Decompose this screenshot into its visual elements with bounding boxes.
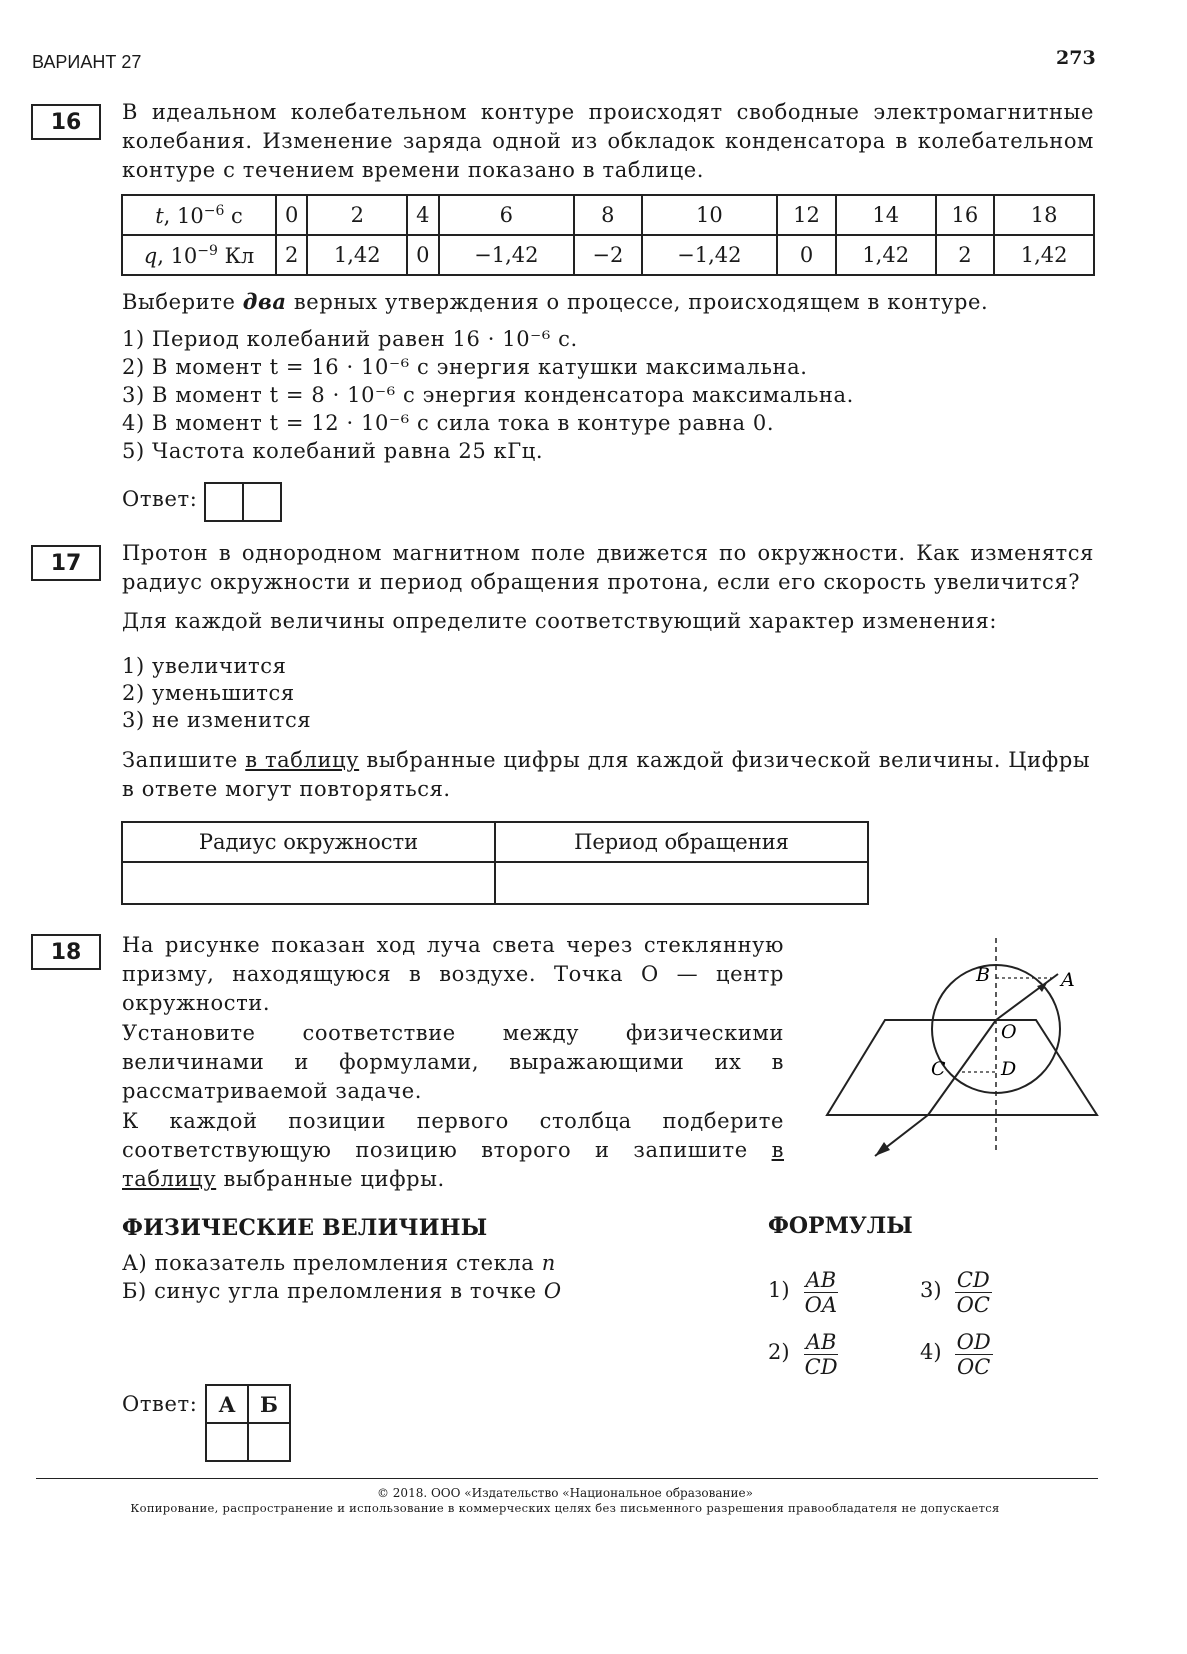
formula-2 (768, 1330, 840, 1379)
column-period: Период обращения (495, 822, 868, 862)
question-text-pre: Выберите (122, 290, 243, 314)
instr-pre: К каждой позиции первого столбца подберите соответствующую позицию второго и запишите (122, 1109, 784, 1162)
option-item: 4) В момент t = 12 · 10⁻⁶ с сила тока в контуре равна 0. (122, 411, 775, 435)
denominator: CD (804, 1355, 838, 1379)
option-item: 3) не изменится (122, 708, 312, 732)
t-cell: 10 (642, 195, 778, 235)
fraction (955, 1268, 992, 1317)
item-text: синус угла преломления в точке (154, 1279, 537, 1303)
t-cell: 16 (936, 195, 995, 235)
task-18-instruction (122, 1107, 784, 1194)
write-link: в таблицу (245, 748, 360, 772)
t-cell: 18 (994, 195, 1094, 235)
option-item: 1) увеличится (122, 654, 287, 678)
footer-copyright: © 2018. ООО «Издательство «Национальное образование» (376, 1486, 753, 1500)
column-radius: Радиус окружности (122, 822, 495, 862)
task-17-answer-table (121, 821, 869, 905)
task-16-answer-label: Ответ: (122, 487, 198, 511)
q-cell: 1,42 (836, 235, 936, 275)
task-16-question (122, 287, 1094, 317)
fraction (803, 1330, 840, 1379)
instr-link: в таблицу (122, 1138, 784, 1191)
item-letter: Б) (122, 1279, 147, 1303)
label-c: C (931, 1058, 946, 1080)
task-17-write-instruction (122, 746, 1094, 804)
task-16-table (121, 194, 1095, 276)
task-18-answer-box[interactable] (205, 1384, 291, 1462)
task-18-number: 18 (31, 934, 101, 970)
t-cell: 0 (276, 195, 307, 235)
variant-label: ВАРИАНТ 27 (32, 52, 142, 72)
formula-number: 1) (768, 1278, 790, 1302)
left-item-a (122, 1249, 562, 1277)
task-16-number: 16 (31, 104, 101, 140)
footer-divider (36, 1478, 1098, 1479)
task-18-intro: На рисунке показан ход луча света через стеклянную призму, находящуюся в воздухе. Точка O — центр окружности. (122, 933, 784, 1015)
answer-cell-period[interactable] (495, 862, 868, 904)
t-cell: 2 (307, 195, 407, 235)
q-cell: 1,42 (994, 235, 1094, 275)
q-cell: 2 (936, 235, 995, 275)
q-cell: 1,42 (307, 235, 407, 275)
formula-1 (768, 1268, 839, 1317)
option-item: 5) Частота колебаний равна 25 кГц. (122, 439, 544, 463)
incident-ray (996, 974, 1058, 1020)
fraction (955, 1330, 993, 1379)
item-symbol: O (543, 1279, 562, 1303)
answer-col-b: Б (248, 1385, 290, 1423)
right-column-header: ФОРМУЛЫ (768, 1213, 913, 1239)
answer-col-a: А (206, 1385, 248, 1423)
table-row-time (122, 195, 1094, 235)
task-18-answer-label: Ответ: (122, 1392, 198, 1416)
left-column-items (122, 1249, 562, 1305)
label-o: O (1001, 1021, 1017, 1043)
q-cell: 0 (407, 235, 438, 275)
numerator: AB (805, 1268, 837, 1292)
row-t-label: t, $10^{-6}$ с (122, 195, 276, 235)
task-17-number: 17 (31, 545, 101, 581)
t-cell: 12 (777, 195, 836, 235)
label-b: B (976, 964, 990, 986)
question-text-post: верных утверждения о процессе, происходящем в контуре. (286, 290, 989, 314)
task-16-answer-box[interactable] (204, 482, 282, 522)
page-number: 273 (1056, 47, 1096, 69)
q-cell: 2 (276, 235, 307, 275)
numerator: CD (956, 1268, 990, 1292)
task-17-instruction: Для каждой величины определите соответствующий характер изменения: (122, 609, 998, 633)
answer-cell-radius[interactable] (122, 862, 495, 904)
numerator: OD (956, 1330, 991, 1354)
option-item: 2) уменьшится (122, 681, 295, 705)
label-a: A (1061, 969, 1075, 991)
formula-number: 2) (768, 1340, 790, 1364)
task-17-intro: Протон в однородном магнитном поле движется по окружности. Как изменятся радиус окружности и период обращения протона, если его скорость увеличится? (122, 541, 1094, 594)
option-item: 3) В момент t = 8 · 10⁻⁶ с энергия конденсатора максимальна. (122, 383, 854, 407)
answer-cell-a[interactable] (206, 1423, 248, 1461)
denominator: OC (956, 1293, 990, 1317)
q-cell: 0 (777, 235, 836, 275)
question-bold-word: два (242, 289, 287, 314)
task-18-match-text: Установите соответствие между физическими величинами и формулами, выражающими их в рассматриваемой задаче. (122, 1021, 784, 1103)
option-item: 1) Период колебаний равен 16 · 10⁻⁶ с. (122, 327, 578, 351)
denominator: OA (804, 1293, 838, 1317)
numerator: AB (805, 1330, 837, 1354)
left-item-b (122, 1277, 562, 1305)
t-cell: 14 (836, 195, 936, 235)
answer-cell[interactable] (243, 483, 281, 521)
answer-cell-b[interactable] (248, 1423, 290, 1461)
left-column-header: ФИЗИЧЕСКИЕ ВЕЛИЧИНЫ (122, 1215, 488, 1241)
q-cell: −1,42 (642, 235, 778, 275)
footer-notice: Копирование, распространение и использование в коммерческих целях без письменного разрешения правообладателя не допускается (130, 1501, 1000, 1515)
q-cell: −2 (574, 235, 641, 275)
option-item: 2) В момент t = 16 · 10⁻⁶ с энергия катушки максимальна. (122, 355, 808, 379)
prism-figure (815, 932, 1105, 1164)
row-q-label: q, $10^{-9}$ Кл (122, 235, 276, 275)
t-cell: 8 (574, 195, 641, 235)
denominator: OC (957, 1355, 991, 1379)
formula-4 (920, 1330, 993, 1379)
instr-post: выбранные цифры. (216, 1167, 445, 1191)
formula-3 (920, 1268, 992, 1317)
write-post: выбранные цифры для каждой физической величины. Цифры в ответе могут повторяться. (122, 748, 1091, 801)
ray-arrow-icon (875, 1142, 890, 1156)
answer-cell[interactable] (205, 483, 243, 521)
write-pre: Запишите (122, 748, 246, 772)
task-16-options (122, 325, 1094, 465)
q-cell: −1,42 (439, 235, 575, 275)
item-text: показатель преломления стекла (154, 1251, 535, 1275)
task-16-intro: В идеальном колебательном контуре происходят свободные электромагнитные колебания. Изменение заряда одной из обкладок конденсатора в колебательном контуре с течением времени показано в таблице. (122, 100, 1094, 182)
item-symbol: n (541, 1251, 556, 1275)
formula-number: 3) (920, 1278, 942, 1302)
t-cell: 6 (439, 195, 575, 235)
label-d: D (1001, 1058, 1017, 1080)
formula-number: 4) (920, 1340, 942, 1364)
item-letter: А) (122, 1251, 148, 1275)
table-row-charge (122, 235, 1094, 275)
t-cell: 4 (407, 195, 438, 235)
task-17-options (122, 653, 311, 734)
fraction (803, 1268, 839, 1317)
